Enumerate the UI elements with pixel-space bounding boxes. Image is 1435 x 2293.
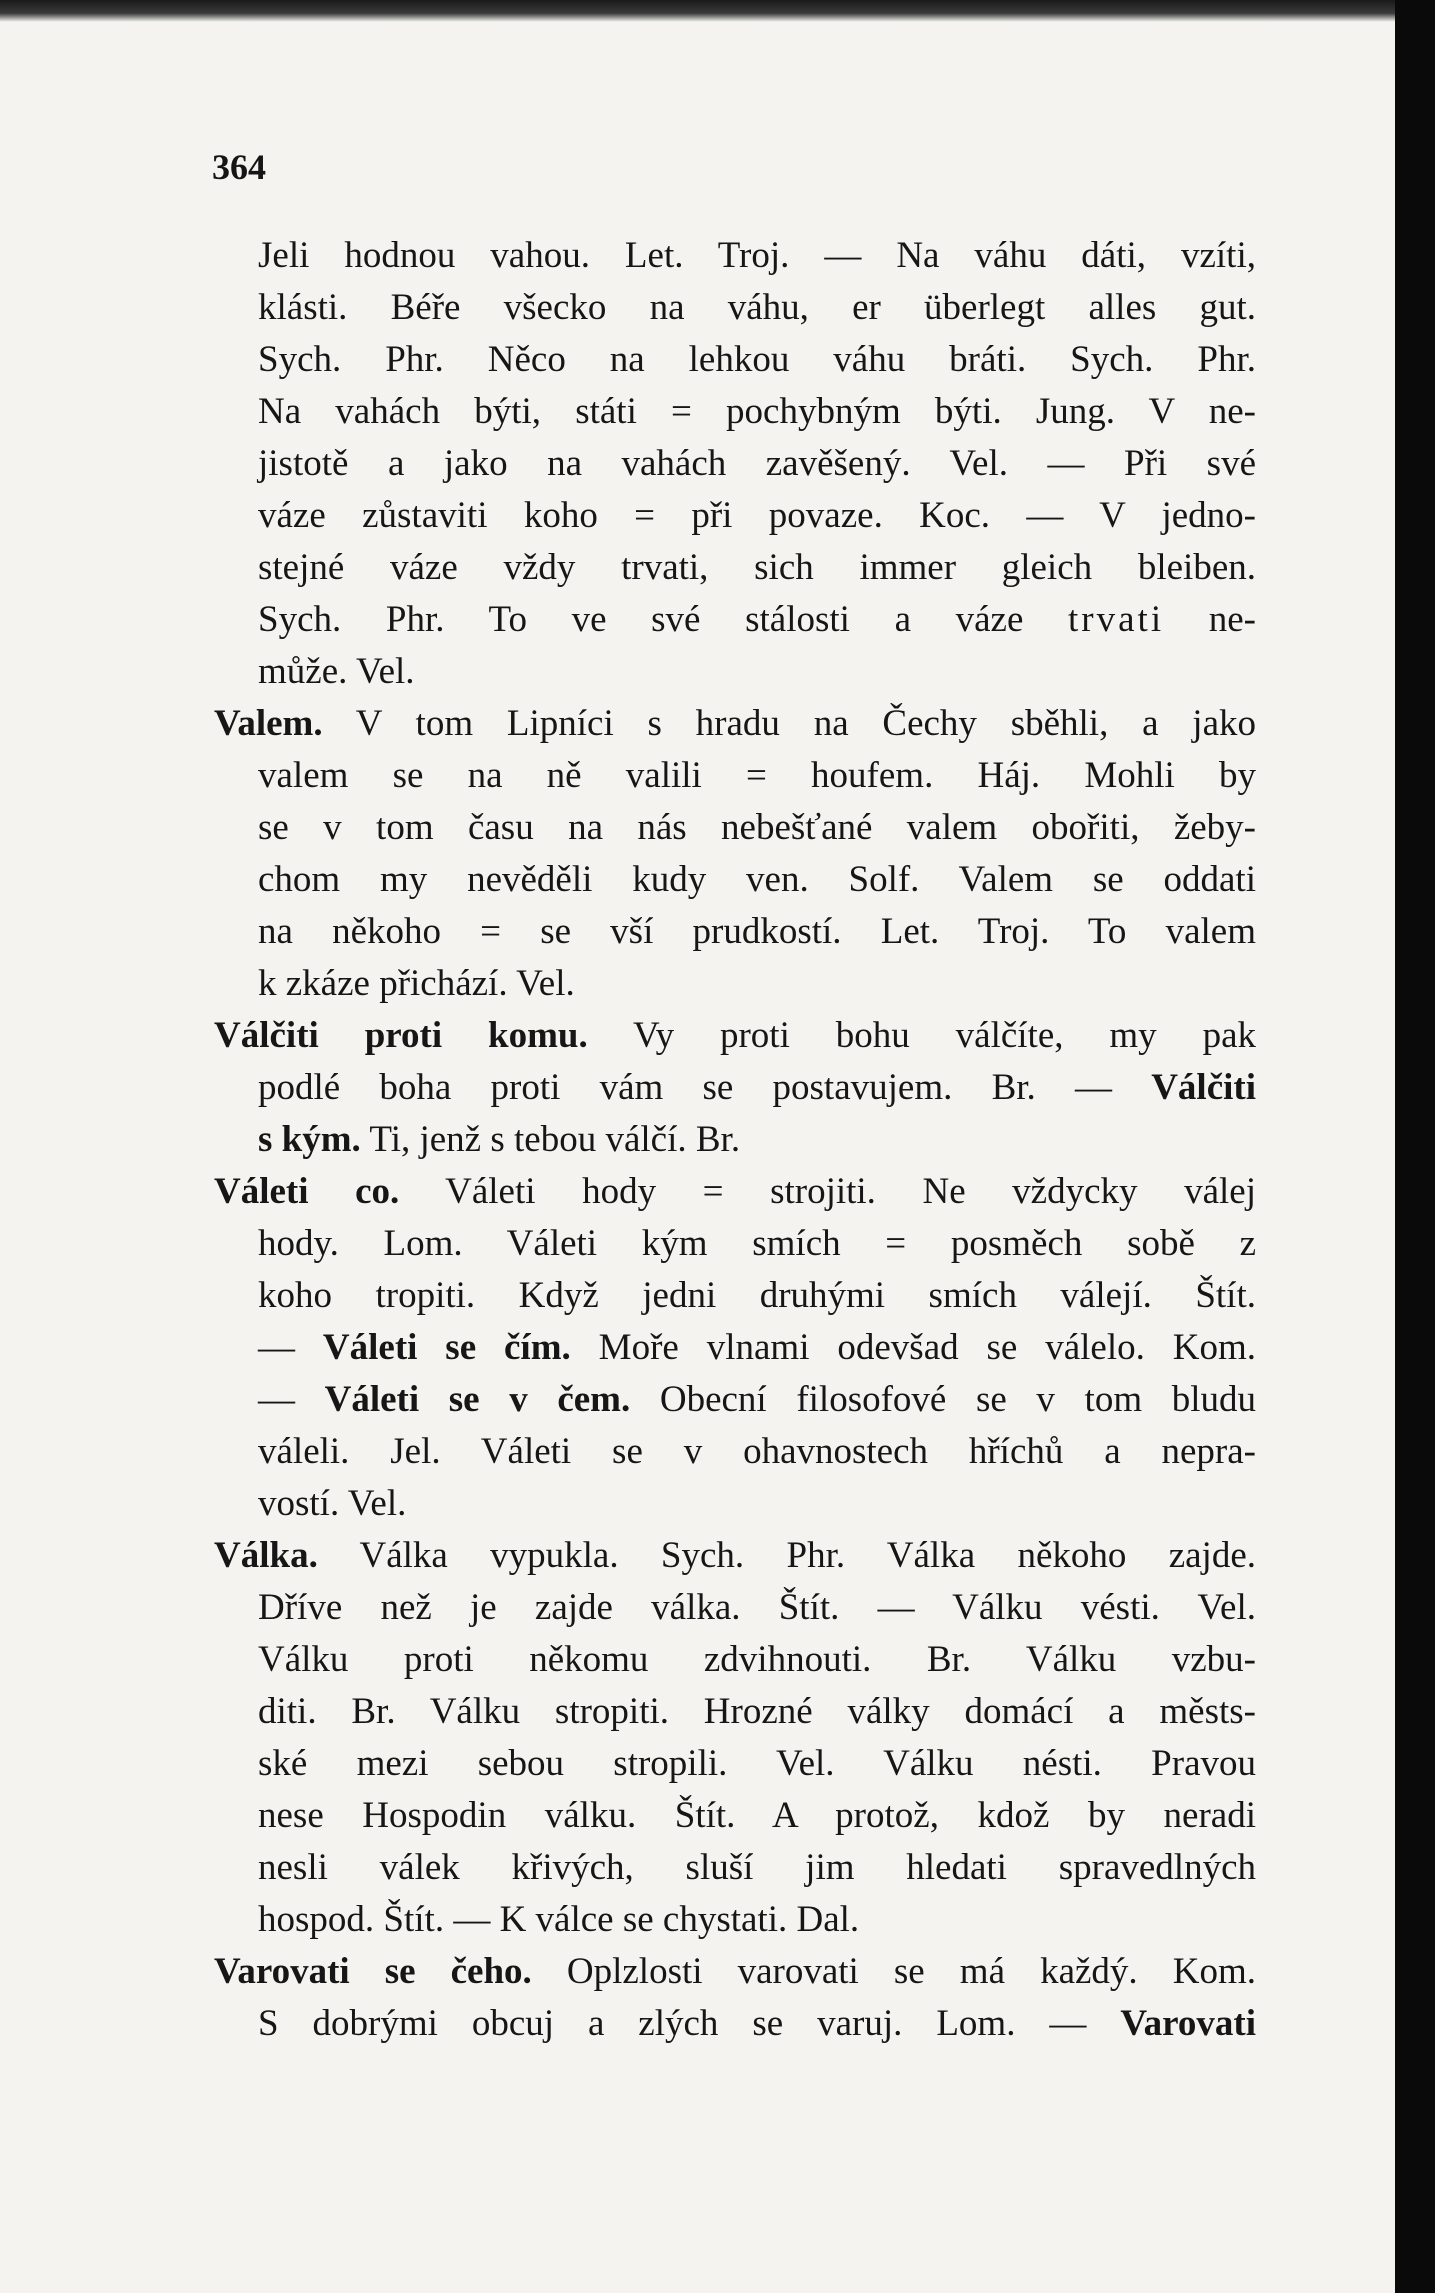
line-text: s kým. Ti, jenž s tebou válčí. Br.: [258, 1119, 741, 1160]
line-text: váleli. Jel. Váleti se v ohavnostech hříchů a nepra-: [258, 1431, 1256, 1472]
line-text: Sych. Phr. Něco na lehkou váhu bráti. Sych. Phr.: [258, 339, 1256, 380]
text-line: [258, 1478, 1256, 1530]
line-text: váze zůstaviti koho = při povaze. Koc. — V jedno-: [258, 495, 1256, 536]
line-text: Vy proti bohu válčíte, my pak: [587, 1015, 1256, 1056]
entry-headword: Váleti co.: [214, 1171, 400, 1212]
text-line: [258, 1582, 1256, 1634]
text-line: [214, 1010, 1256, 1062]
text-line: [258, 1426, 1256, 1478]
text-line: [258, 1218, 1256, 1270]
text-line: [258, 334, 1256, 386]
line-text: Válku proti někomu zdvihnouti. Br. Válku vzbu-: [258, 1639, 1256, 1680]
text-line: [214, 1530, 1256, 1582]
line-text: nesli válek křivých, sluší jim hledati spravedlných: [258, 1847, 1256, 1888]
text-line: [258, 1894, 1256, 1946]
line-text: — Váleti se v čem. Obecní filosofové se v tom bludu: [258, 1379, 1257, 1420]
text-line: [214, 1946, 1256, 1998]
line-text: chom my nevěděli kudy ven. Solf. Valem se oddati: [258, 859, 1256, 900]
text-line: [258, 490, 1256, 542]
text-line: [258, 1842, 1256, 1894]
text-line: [258, 1322, 1256, 1374]
text-line: [258, 230, 1256, 282]
line-text: hospod. Štít. — K válce se chystati. Dal.: [258, 1899, 860, 1940]
line-text: hody. Lom. Váleti kým smích = posměch sobě z: [258, 1223, 1256, 1264]
line-text: Na vahách býti, státi = pochybným býti. Jung. V ne-: [258, 391, 1256, 432]
line-text: Jeli hodnou vahou. Let. Troj. — Na váhu dáti, vzíti,: [258, 235, 1256, 276]
text-line: [258, 1634, 1256, 1686]
text-line: [258, 1998, 1256, 2050]
line-text: nese Hospodin válku. Štít. A protož, kdož by neradi: [258, 1795, 1256, 1836]
text-line: [258, 1114, 1256, 1166]
text-line: [258, 958, 1256, 1010]
line-text: jistotě a jako na vahách zavěšený. Vel. — Při své: [258, 443, 1256, 484]
line-text: stejné váze vždy trvati, sich immer gleich bleiben.: [258, 547, 1256, 588]
entry-headword: Valem.: [214, 703, 323, 744]
entry-headword: Válka.: [214, 1535, 318, 1576]
line-text: valem se na ně valili = houfem. Háj. Mohli by: [258, 755, 1256, 796]
line-text: Dříve než je zajde válka. Štít. — Válku vésti. Vel.: [258, 1587, 1256, 1628]
text-line: [258, 802, 1256, 854]
text-line: [258, 1686, 1256, 1738]
text-line: [258, 438, 1256, 490]
page-number: 364: [212, 147, 266, 187]
line-text: vostí. Vel.: [258, 1483, 407, 1524]
line-text: ské mezi sebou stropili. Vel. Válku nésti. Pravou: [258, 1743, 1256, 1784]
line-text: může. Vel.: [258, 651, 415, 692]
entry-headword: Válčiti proti komu.: [214, 1015, 588, 1056]
line-text: Sych. Phr. To ve své stálosti a váze trvati ne-: [258, 599, 1256, 640]
line-text: Váleti hody = strojiti. Ne vždycky válej: [399, 1171, 1256, 1212]
text-line: [258, 646, 1256, 698]
entry-headword: Varovati se čeho.: [214, 1951, 532, 1992]
text-line: [258, 750, 1256, 802]
text-line: [258, 542, 1256, 594]
line-text: S dobrými obcuj a zlých se varuj. Lom. — Varovati: [258, 2003, 1256, 2044]
line-text: klásti. Béře všecko na váhu, er überlegt alles gut.: [258, 287, 1256, 328]
line-text: V tom Lipníci s hradu na Čechy sběhli, a jako: [322, 703, 1256, 744]
line-text: Oplzlosti varovati se má každý. Kom.: [531, 1951, 1256, 1992]
scan-border: [1395, 0, 1435, 2293]
text-line: [258, 594, 1256, 646]
line-text: podlé boha proti vám se postavujem. Br. — Válčiti: [258, 1067, 1256, 1108]
line-text: na někoho = se vší prudkostí. Let. Troj. To valem: [258, 911, 1256, 952]
text-line: [258, 282, 1256, 334]
dictionary-text: [214, 230, 1256, 2050]
line-text: diti. Br. Válku stropiti. Hrozné války domácí a městs-: [258, 1691, 1256, 1732]
text-line: [258, 854, 1256, 906]
text-line: [258, 1270, 1256, 1322]
text-line: [258, 906, 1256, 958]
text-line: [214, 698, 1256, 750]
text-line: [258, 1062, 1256, 1114]
text-line: [258, 1738, 1256, 1790]
text-line: [258, 386, 1256, 438]
line-text: se v tom času na nás nebešťané valem obořiti, žeby-: [258, 807, 1256, 848]
text-line: [214, 1166, 1256, 1218]
text-line: [258, 1790, 1256, 1842]
line-text: k zkáze přichází. Vel.: [258, 963, 575, 1004]
line-text: — Váleti se čím. Moře vlnami odevšad se válelo. Kom.: [258, 1327, 1257, 1368]
text-line: [258, 1374, 1256, 1426]
line-text: koho tropiti. Když jedni druhými smích válejí. Štít.: [258, 1275, 1256, 1316]
line-text: Válka vypukla. Sych. Phr. Válka někoho zajde.: [317, 1535, 1256, 1576]
